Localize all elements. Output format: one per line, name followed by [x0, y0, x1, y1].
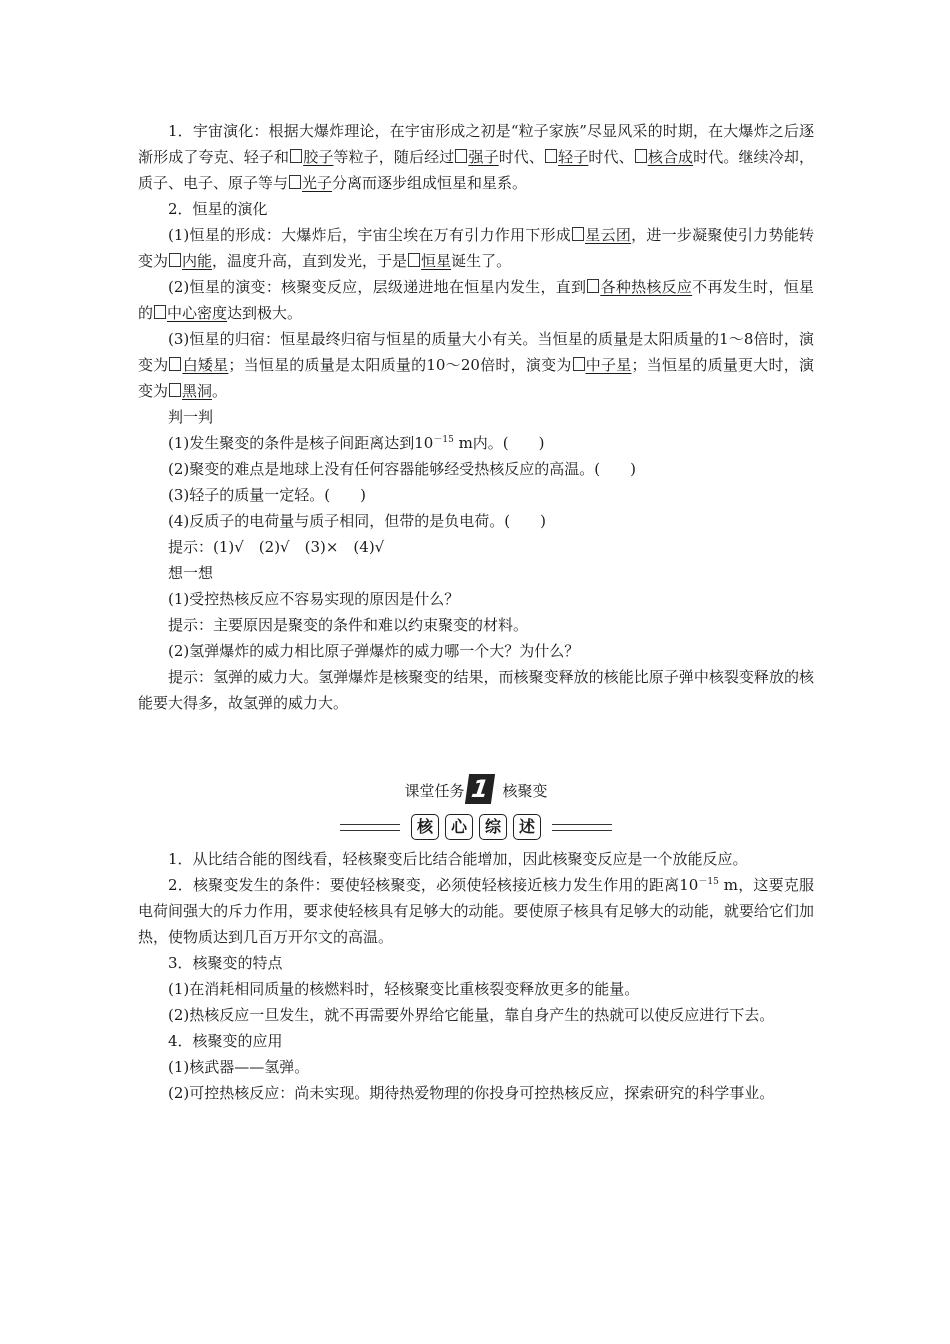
blank-box-icon — [572, 227, 584, 241]
fill-white-dwarf: 白矮星 — [182, 356, 229, 374]
blank-box-icon — [290, 149, 302, 163]
fill-black-hole: 黑洞 — [182, 382, 213, 400]
judge-item-4: (4)反质子的电荷量与质子相同，但带的是负电荷。( ) — [168, 512, 546, 530]
fill-star: 恒星 — [421, 252, 452, 270]
blank-box-icon — [635, 149, 647, 163]
heading-star-evolution: 2．恒星的演化 — [168, 200, 268, 218]
think-question-1: (1)受控热核反应不容易实现的原因是什么？ — [168, 590, 460, 608]
fill-hadron: 强子 — [468, 148, 499, 166]
fill-nucleosynthesis: 核合成 — [647, 148, 694, 166]
fill-lepton: 轻子 — [558, 148, 589, 166]
think-answer-1: 提示：主要原因是聚变的条件和难以约束聚变的材料。 — [168, 616, 529, 634]
blank-box-icon — [455, 149, 467, 163]
page-content — [138, 118, 814, 1106]
blank-box-icon — [573, 357, 585, 371]
fill-thermonuclear: 各种热核反应 — [600, 278, 693, 296]
think-question-2: (2)氢弹爆炸的威力相比原子弹爆炸的威力哪一个大？为什么？ — [168, 642, 580, 660]
think-title: 想一想 — [168, 564, 214, 582]
blank-box-icon — [545, 149, 557, 163]
summary-point-1: 1．从比结合能的图线看，轻核聚变后比结合能增加，因此核聚变反应是一个放能反应。 — [168, 850, 748, 868]
blank-box-icon — [587, 279, 599, 293]
blank-box-icon — [169, 383, 181, 397]
blank-box-icon — [289, 175, 301, 189]
core-summary-banner — [138, 812, 814, 842]
judge-item-1: (1)发生聚变的条件是核子间距离达到$10^{-15}$ m内。( ) — [168, 434, 545, 452]
paragraph-star-fate: (3)恒星的归宿：恒星最终归宿与恒星的质量大小有关。当恒星的质量是太阳质量的1～8倍时，演变为 白矮星；当恒星的质量是太阳质量的10～20倍时，演变为 中子星；当恒星的质量更大时，演变为 黑洞。 — [138, 330, 814, 400]
judge-item-2: (2)聚变的难点是地球上没有任何容器能够经受热核反应的高温。( ) — [168, 460, 636, 478]
fill-photon: 光子 — [302, 174, 333, 192]
banner-char-3: 综 — [479, 814, 507, 840]
paragraph-star-formation: (1)恒星的形成：大爆炸后，宇宙尘埃在万有引力作用下形成 星云团，进一步凝聚使引力势能转变为 内能，温度升高，直到发光，于是 恒星诞生了。 — [138, 226, 814, 270]
blank-box-icon — [408, 253, 420, 267]
summary-point-4: 4．核聚变的应用 — [168, 1032, 283, 1050]
blank-box-icon — [169, 253, 181, 267]
blank-box-icon — [154, 305, 166, 319]
summary-point-3-2: (2)热核反应一旦发生，就不再需要外界给它能量，靠自身产生的热就可以使反应进行下去。 — [168, 1006, 775, 1024]
paragraph-universe-evolution: 1．宇宙演化：根据大爆炸理论，在宇宙形成之初是“粒子家族”尽显风采的时期，在大爆炸之后逐渐形成了夸克、轻子和 胶子等粒子，随后经过 强子时代、 轻子时代、 核合成时代。继续冷却，质子、电子、原子等与 光子分离而逐步组成恒星和星系。 — [138, 122, 814, 192]
fill-internal-energy: 内能 — [182, 252, 213, 270]
summary-point-3-1: (1)在消耗相同质量的核燃料时，轻核聚变比重核裂变释放更多的能量。 — [168, 980, 640, 998]
summary-point-4-2: (2)可控热核反应：尚未实现。期待热爱物理的你投身可控热核反应，探索研究的科学事业。 — [168, 1084, 775, 1102]
task-heading — [138, 768, 814, 804]
task-name: 核聚变 — [502, 782, 548, 800]
judge-item-3: (3)轻子的质量一定轻。( ) — [168, 486, 366, 504]
paragraph-star-change: (2)恒星的演变：核聚变反应，层级递进地在恒星内发生，直到 各种热核反应不再发生时，恒星的 中心密度达到极大。 — [138, 278, 814, 322]
judge-title: 判一判 — [168, 408, 214, 426]
summary-point-3: 3．核聚变的特点 — [168, 954, 283, 972]
fill-central-density: 中心密度 — [167, 304, 228, 322]
banner-rule-right — [552, 824, 612, 831]
summary-point-4-1: (1)核武器——氢弹。 — [168, 1058, 310, 1076]
fill-gluon: 胶子 — [303, 148, 334, 166]
summary-point-2: 2．核聚变发生的条件：要使轻核聚变，必须使轻核接近核力发生作用的距离$10^{-15}$ m，这要克服电荷间强大的斥力作用，要求使轻核具有足够大的动能。要使原子核具有足够大的动能，就要给它们加热，使物质达到几百万开尔文的高温。 — [138, 876, 814, 946]
fill-nebula: 星云团 — [585, 226, 632, 244]
core-summary-section — [138, 846, 814, 1106]
banner-char-1: 核 — [411, 814, 439, 840]
think-answer-2: 提示：氢弹的威力大。氢弹爆炸是核聚变的结果，而核聚变释放的核能比原子弹中核裂变释放的核能要大得多，故氢弹的威力大。 — [138, 668, 814, 712]
task-number-badge: 1 — [464, 774, 494, 804]
banner-char-4: 述 — [513, 814, 541, 840]
fill-neutron-star: 中子星 — [585, 356, 632, 374]
banner-char-2: 心 — [445, 814, 473, 840]
judge-hint: 提示：(1)√ (2)√ (3)× (4)√ — [168, 538, 385, 556]
task-label: 课堂任务 — [404, 782, 465, 800]
blank-box-icon — [169, 357, 181, 371]
banner-rule-left — [340, 824, 400, 831]
